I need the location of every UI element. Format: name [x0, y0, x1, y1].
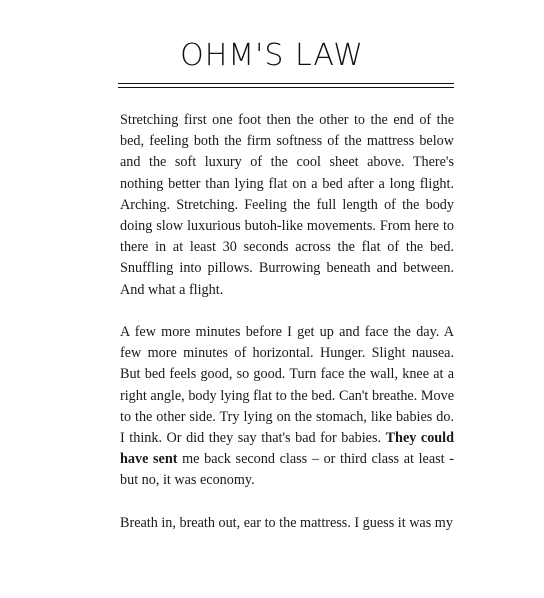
title-rule-upper [118, 83, 454, 84]
paragraph-2-part-a: A few more minutes before I get up and face the day. A few more minutes of horizontal. Hunger. Slight nausea. But bed feels good, so good. Turn face the wall, knee at a right angle, body lying flat to the bed. Can't breathe. Move to the other side. Try lying on the stomach, like babies do. I think. Or did they say that's bad for babies. [120, 324, 454, 447]
paragraph-3: Breath in, breath out, ear to the mattress. I guess it was my [120, 514, 453, 531]
page-title: OHM'S LAW [180, 38, 364, 73]
title-rule-lower [118, 87, 454, 88]
paragraph-1: Stretching first one foot then the other to the end of the bed, feeling both the firm softness of the mattress below and the soft luxury of the cool sheet above. There's nothing better than lying flat on a bed after a long flight. Arching. Stretching. Feeling the full length of the body doing slow luxurious butoh-like movements. From here to there in at least 30 seconds across the flat of the bed. Snuffling into pillows. Burrowing beneath and between. And what a flight. [120, 112, 454, 298]
paragraph-2-bold: They could have sent [120, 430, 455, 468]
paragraph-2-part-c: me back second class – or third class at least - but no, it was economy. [120, 451, 454, 489]
paragraph-2 [120, 322, 454, 492]
body-text [120, 110, 454, 555]
